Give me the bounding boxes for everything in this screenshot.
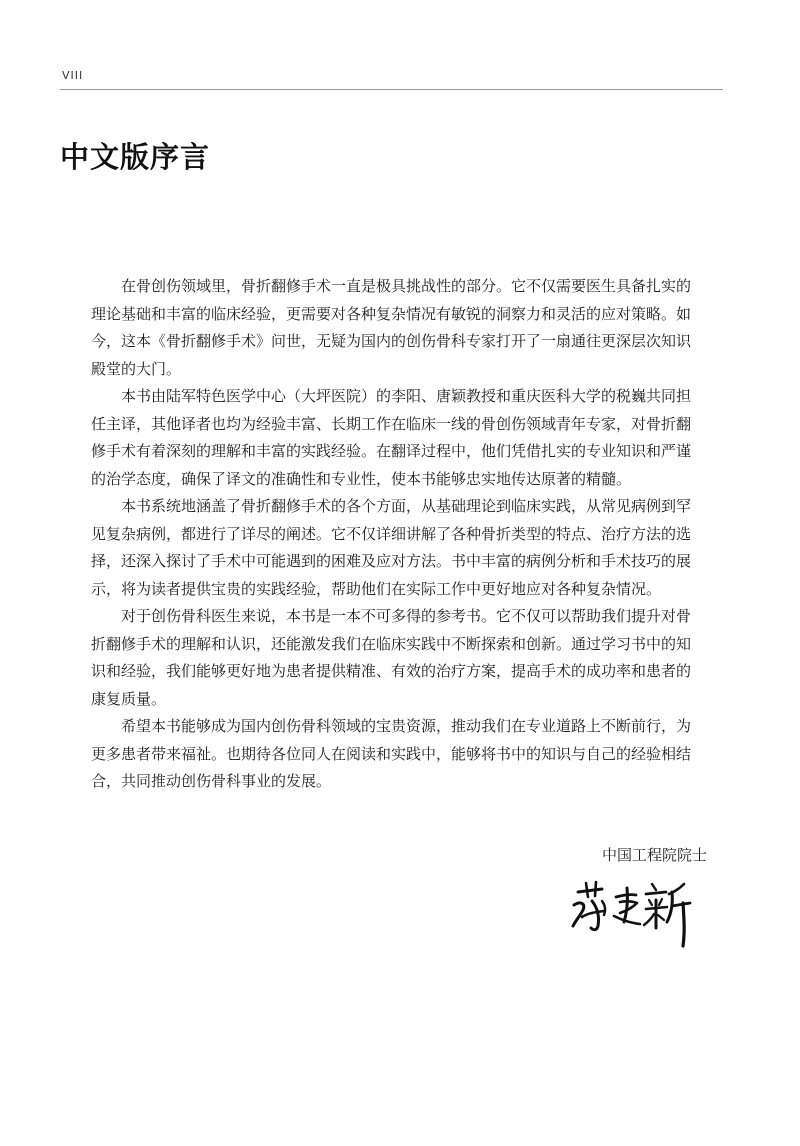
preface-paragraph-2: 本书由陆军特色医学中心（大坪医院）的李阳、唐颖教授和重庆医科大学的税巍共同担任主译，其他译者也均为经验丰富、长期工作在临床一线的骨创伤领域青年专家，对骨折翻修手术有着深刻的理解和丰富的实践经验。在翻译过程中，他们凭借扎实的专业知识和严谨的治学态度，确保了译文的准确性和专业性，使本书能够忠实地传达原著的精髓。 [91,387,692,488]
page-title: 中文版序言 [60,140,211,174]
preface-paragraph-4: 对于创伤骨科医生来说，本书是一本不可多得的参考书。它不仅可以帮助我们提升对骨折翻修手术的理解和认识，还能激发我们在临床实践中不断探索和创新。通过学习书中的知识和经验，我们能够更好地为患者提供精准、有效的治疗方案，提高手术的成功率和患者的康复质量。 [91,607,692,708]
preface-paragraph-3: 本书系统地涵盖了骨折翻修手术的各个方面，从基础理论到临床实践，从常见病例到罕见复杂病例，都进行了详尽的阐述。它不仅详细讲解了各种骨折类型的特点、治疗方法的选择，还深入探讨了手术中可能遇到的困难及应对方法。书中丰富的病例分析和手术技巧的展示，将为读者提供宝贵的实践经验，帮助他们在实际工作中更好地应对各种复杂情况。 [91,497,692,598]
author-affiliation: 中国工程院院士 [601,846,707,864]
preface-paragraph-5: 希望本书能够成为国内创伤骨科领域的宝贵资源，推动我们在专业道路上不断前行，为更多患者带来福祉。也期待各位同人在阅读和实践中，能够将书中的知识与自己的经验相结合，共同推动创伤骨科事业的发展。 [91,717,692,790]
preface-paragraph-1: 在骨创伤领域里，骨折翻修手术一直是极具挑战性的部分。它不仅需要医生具备扎实的理论基础和丰富的临床经验，更需要对各种复杂情况有敏锐的洞察力和灵活的应对策略。如今，这本《骨折翻修手术》问世，无疑为国内的创伤骨科专家打开了一扇通往更深层次知识殿堂的大门。 [91,277,692,378]
header-divider [60,89,723,90]
page-number: VIII [62,69,84,82]
handwritten-signature [566,870,696,952]
preface-body [91,273,691,796]
